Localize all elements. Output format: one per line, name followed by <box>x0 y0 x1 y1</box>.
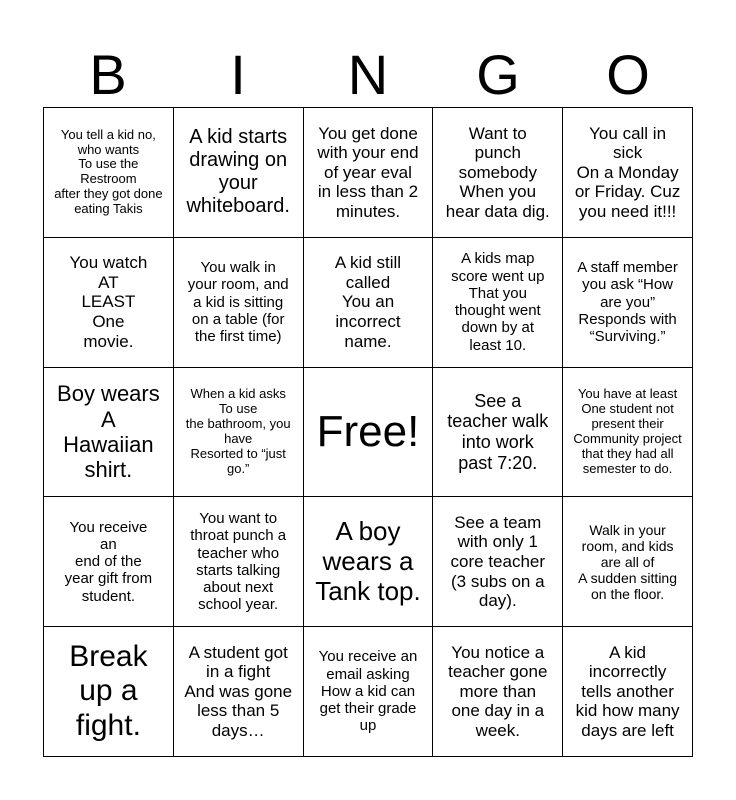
bingo-cell[interactable]: You call in sick On a Monday or Friday. Cuz you need it!!! <box>563 108 693 238</box>
bingo-cell[interactable]: Walk in your room, and kids are all of A sudden sitting on the floor. <box>563 497 693 627</box>
bingo-cell[interactable]: A staff member you ask “How are you” Responds with “Surviving.” <box>563 238 693 368</box>
header-letter-i: I <box>230 42 246 106</box>
bingo-cell[interactable]: You notice a teacher gone more than one day in a week. <box>433 627 563 757</box>
bingo-cell[interactable]: You have at least One student not present their Community project that they had all semester to do. <box>563 368 693 498</box>
bingo-cell[interactable]: You receive an end of the year gift from student. <box>44 497 174 627</box>
bingo-cell[interactable]: A student got in a fight And was gone less than 5 days… <box>174 627 304 757</box>
bingo-cell[interactable]: See a team with only 1 core teacher (3 subs on a day). <box>433 497 563 627</box>
header-letter-b: B <box>89 42 127 106</box>
bingo-cell[interactable]: See a teacher walk into work past 7:20. <box>433 368 563 498</box>
bingo-cell[interactable]: A kid starts drawing on your whiteboard. <box>174 108 304 238</box>
header-letter-n: N <box>347 42 389 106</box>
bingo-grid <box>43 107 693 757</box>
bingo-cell[interactable]: Want to punch somebody When you hear data dig. <box>433 108 563 238</box>
bingo-cell[interactable]: A boy wears a Tank top. <box>304 497 434 627</box>
header-letter-g: G <box>476 42 520 106</box>
bingo-cell[interactable]: A kids map score went up That you thought went down by at least 10. <box>433 238 563 368</box>
bingo-header <box>43 40 693 108</box>
bingo-cell[interactable]: You walk in your room, and a kid is sitting on a table (for the first time) <box>174 238 304 368</box>
free-space-cell[interactable]: Free! <box>304 368 434 498</box>
bingo-cell[interactable]: A kid incorrectly tells another kid how many days are left <box>563 627 693 757</box>
bingo-cell[interactable]: When a kid asks To use the bathroom, you have Resorted to “just go.” <box>174 368 304 498</box>
bingo-cell[interactable]: You want to throat punch a teacher who starts talking about next school year. <box>174 497 304 627</box>
bingo-cell[interactable]: You get done with your end of year eval in less than 2 minutes. <box>304 108 434 238</box>
bingo-cell[interactable]: You watch AT LEAST One movie. <box>44 238 174 368</box>
bingo-cell[interactable]: Boy wears A Hawaiian shirt. <box>44 368 174 498</box>
header-letter-o: O <box>606 42 650 106</box>
bingo-cell[interactable]: You receive an email asking How a kid can get their grade up <box>304 627 434 757</box>
bingo-cell[interactable]: You tell a kid no, who wants To use the Restroom after they got done eating Takis <box>44 108 174 238</box>
bingo-cell[interactable]: Break up a fight. <box>44 627 174 757</box>
bingo-cell[interactable]: A kid still called You an incorrect name. <box>304 238 434 368</box>
